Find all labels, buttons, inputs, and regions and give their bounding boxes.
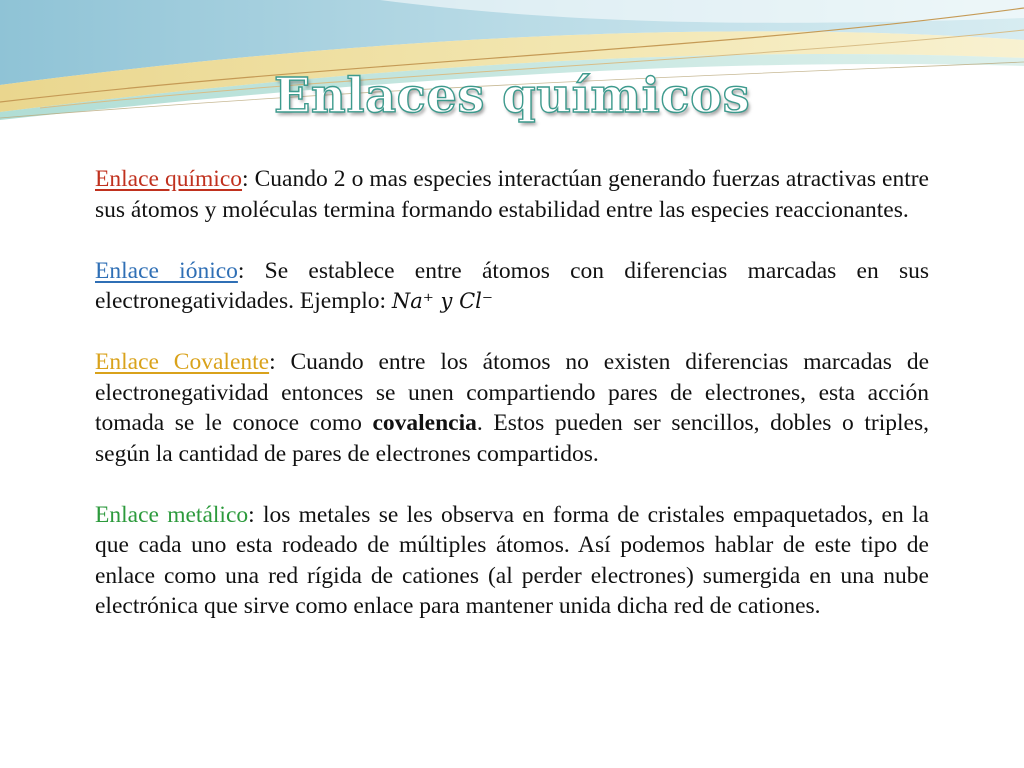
content-body [95, 164, 929, 652]
formula-na-cl: 𝑁𝑎⁺ 𝑦 𝐶𝑙⁻ [391, 289, 493, 313]
term-enlace-quimico: Enlace químico [95, 166, 243, 192]
keyword-covalencia: covalencia [372, 410, 477, 436]
paragraph-enlace-ionico [95, 256, 929, 317]
term-enlace-covalente: Enlace Covalente [95, 349, 270, 375]
definition-enlace-covalente-part1: : Cuando entre los átomos no existen diferencias marcadas de electronegatividad entonces se unen compartiendo pares de electrones, esta acción tomada se le conoce como [95, 349, 930, 436]
page-title: Enlaces químicos [273, 68, 751, 124]
definition-enlace-quimico: : Cuando 2 o mas especies interactúan generando fuerzas atractivas entre sus átomos y moléculas termina formando estabilidad entre las especies reaccionantes. [95, 166, 929, 223]
term-enlace-ionico: Enlace iónico [95, 257, 238, 284]
definition-enlace-covalente-part2: . Estos pueden ser sencillos, dobles o triples, según la cantidad de pares de electrones compartidos. [95, 410, 929, 467]
definition-enlace-ionico: : Se establece entre átomos con diferencias marcadas en sus electronegatividades. Ejemplo: [95, 257, 929, 314]
paragraph-enlace-metalico [95, 500, 929, 622]
paragraph-enlace-quimico [95, 164, 929, 225]
definition-enlace-metalico: : los metales se les observa en forma de cristales empaquetados, en la que cada uno esta rodeado de múltiples átomos. Así podemos hablar de este tipo de enlace como una red rígida de cationes (al perder electrones) sumergida en una nube electrónica que sirve como enlace para mantener unida dicha red de cationes. [95, 501, 929, 619]
paragraph-enlace-covalente [95, 347, 929, 469]
term-enlace-metalico: Enlace metálico [95, 501, 249, 528]
